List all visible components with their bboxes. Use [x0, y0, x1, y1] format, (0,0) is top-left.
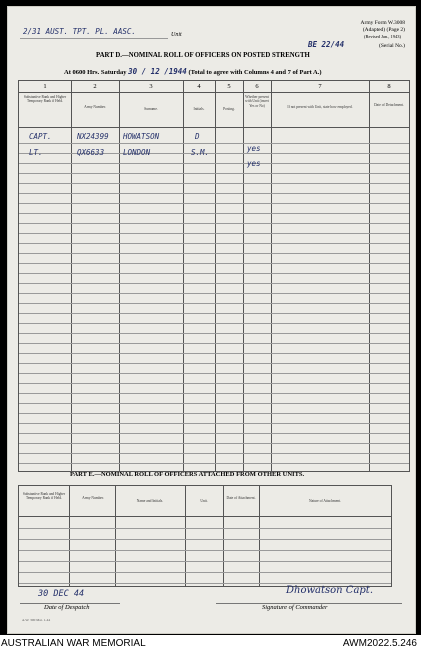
unit-underline: [20, 38, 168, 39]
colnum-2: 2: [93, 83, 97, 90]
ruled-line: [19, 423, 409, 424]
e-col-line-4: [223, 486, 224, 586]
e-colhead-rank: Substantive Rank and Higher Temporary Rank if Held.: [22, 492, 66, 501]
ruled-line: [19, 163, 409, 164]
ruled-line: [19, 539, 391, 540]
row2-number: QX6633: [77, 148, 105, 157]
ruled-line: [19, 353, 409, 354]
unit-handwritten: 2/31 AUST. TPT. PL. AASC.: [23, 27, 136, 36]
colnum-8: 8: [387, 83, 391, 90]
form-adapted: (Adapted) (Page 2): [362, 27, 405, 33]
row2-initials: S.M.: [191, 148, 210, 157]
part-e-header-divider: [19, 516, 391, 517]
ruled-line: [19, 363, 409, 364]
e-colhead-name: Name and Initials.: [136, 499, 164, 503]
row2-surname: LONDON: [123, 148, 151, 157]
despatch-date-handwritten: 30 DEC 44: [38, 589, 85, 599]
at-suffix: (Total to agree with Columns 4 and 7 of Part A.): [188, 69, 322, 76]
ruled-line: [19, 313, 409, 314]
ruled-line: [19, 393, 409, 394]
ruled-line: [19, 343, 409, 344]
colnum-1: 1: [43, 83, 47, 90]
colhead-surname: Surname.: [144, 107, 158, 111]
row1-rank: CAPT.: [29, 132, 52, 141]
ruled-line: [19, 323, 409, 324]
colhead-employed: If not present with Unit, state how employed.: [287, 105, 353, 109]
form-page: [7, 6, 416, 634]
ruled-line: [19, 173, 409, 174]
ruled-line: [19, 143, 409, 144]
ruled-line: [19, 193, 409, 194]
unit-label: Unit: [171, 32, 182, 38]
ruled-line: [19, 223, 409, 224]
serial-handwritten: BE 22/44: [308, 40, 345, 49]
header-divider: [19, 127, 409, 128]
row2-rank: LT.: [29, 148, 43, 157]
colhead-present: Whether present with Unit (insert Yes or No): [245, 95, 269, 108]
ruled-line: [19, 203, 409, 204]
ruled-line: [19, 403, 409, 404]
colhead-posting: Posting.: [223, 107, 235, 111]
e-colhead-unit: Unit.: [200, 499, 208, 503]
ruled-line: [19, 528, 391, 529]
e-col-line-1: [69, 486, 70, 586]
printer-note: A.W. 300 Mar. 1-44: [22, 618, 51, 622]
form-revised: (Revised Jan., 1943): [364, 34, 401, 39]
ruled-line: [19, 561, 391, 562]
ruled-line: [19, 383, 409, 384]
part-d-at-line: [64, 67, 322, 76]
e-colhead-army-number: Army Number.: [82, 496, 104, 500]
row1-surname: HOWATSON: [123, 132, 160, 141]
colnum-divider: [19, 92, 409, 93]
year-digit: 4: [182, 67, 187, 76]
colnum-3: 3: [149, 83, 153, 90]
row1-number: NX24399: [77, 132, 109, 141]
ruled-line: [19, 283, 409, 284]
ruled-line: [19, 263, 409, 264]
part-e-table: [18, 485, 392, 587]
ruled-line: [19, 413, 409, 414]
ruled-line: [19, 293, 409, 294]
colhead-army-number: Army Number.: [84, 105, 106, 109]
colnum-7: 7: [318, 83, 322, 90]
ruled-line: [19, 303, 409, 304]
ruled-line: [19, 583, 391, 584]
ruled-line: [19, 183, 409, 184]
signature-handwritten: Dhowatson Capt.: [286, 585, 374, 596]
ruled-line: [19, 443, 409, 444]
e-col-line-2: [115, 486, 116, 586]
ruled-line: [19, 572, 391, 573]
part-d-table: [18, 80, 410, 472]
ruled-line: [19, 233, 409, 234]
despatch-label: Date of Despatch: [44, 604, 90, 611]
ruled-line: [19, 273, 409, 274]
row1-initials: D: [195, 132, 200, 141]
part-d-title: PART D.—NOMINAL ROLL OF OFFICERS ON POSTED STRENGTH: [96, 52, 310, 59]
ruled-line: [19, 373, 409, 374]
e-col-line-3: [185, 486, 186, 586]
signature-label: Signature of Commander: [262, 604, 328, 611]
colhead-detachment: Date of Detachment.: [374, 103, 404, 107]
e-colhead-nature: Nature of Attachment.: [308, 499, 342, 503]
ruled-line: [19, 243, 409, 244]
ruled-line: [19, 453, 409, 454]
e-colhead-attachment-date: Date of Attachment.: [226, 496, 256, 500]
at-prefix: At 0600 Hrs. Saturday: [64, 69, 127, 76]
caption-bar: [0, 635, 421, 653]
serial-label: (Serial No.): [379, 43, 405, 49]
ruled-line: [19, 253, 409, 254]
ruled-line: [19, 213, 409, 214]
ruled-line: [19, 433, 409, 434]
form-number: Army Form W.3008: [360, 20, 405, 26]
colhead-initials: Initials.: [193, 107, 205, 111]
ruled-line: [19, 463, 409, 464]
caption-right: AWM2022.5.246: [342, 638, 417, 649]
caption-left: AUSTRALIAN WAR MEMORIAL: [1, 638, 146, 649]
part-e-title: PART E.—NOMINAL ROLL OF OFFICERS ATTACHED FROM OTHER UNITS.: [70, 471, 305, 478]
colhead-rank: Substantive Rank and Higher Temporary Rank if Held.: [23, 95, 67, 104]
e-col-line-5: [259, 486, 260, 586]
row1-present: yes: [247, 144, 261, 153]
colnum-4: 4: [197, 83, 201, 90]
colnum-5: 5: [227, 83, 231, 90]
ruled-line: [19, 333, 409, 334]
ruled-line: [19, 550, 391, 551]
row2-present: yes: [247, 159, 261, 168]
date-handwritten: 30 / 12 /194: [128, 67, 183, 76]
colnum-6: 6: [255, 83, 259, 90]
